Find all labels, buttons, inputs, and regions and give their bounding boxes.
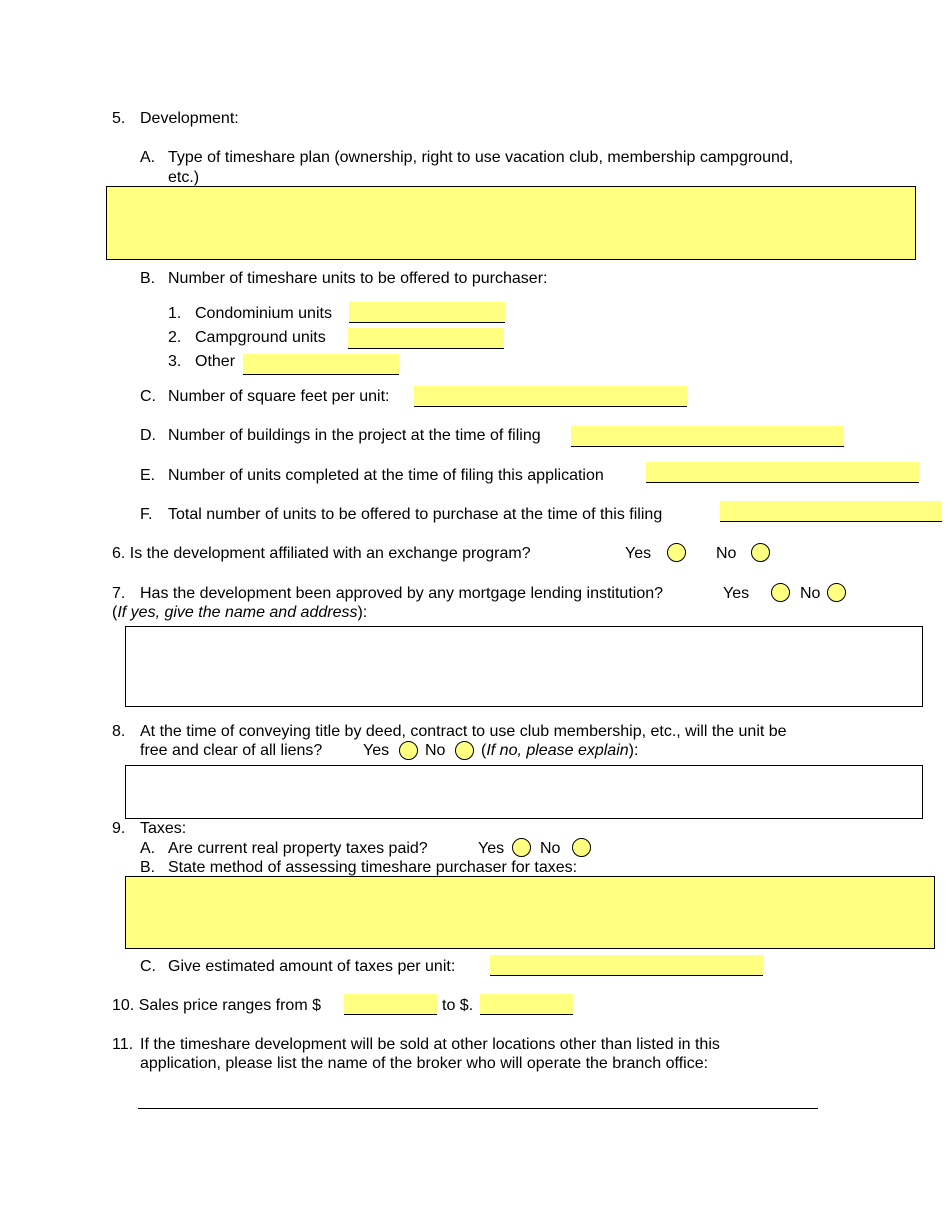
q9-label: Taxes: xyxy=(140,820,187,837)
q7-yes-label: Yes xyxy=(723,585,750,602)
q7-no-label: No xyxy=(800,585,821,602)
q5b-letter: B. xyxy=(140,270,156,287)
estimated-taxes-input[interactable] xyxy=(490,955,763,976)
q9a-label: Are current real property taxes paid? xyxy=(168,840,428,857)
q10-label: 10. Sales price ranges from $ xyxy=(112,997,321,1014)
q6-label: 6. Is the development affiliated with an exchange program? xyxy=(112,545,531,562)
q5-number: 5. xyxy=(112,110,126,127)
q7-number: 7. xyxy=(112,585,126,602)
q7-label: Has the development been approved by any mortgage lending institution? xyxy=(140,585,664,602)
q5a-letter: A. xyxy=(140,149,156,166)
q8-yes-label: Yes xyxy=(363,742,390,759)
q6-no-label: No xyxy=(716,545,737,562)
liens-explanation-input[interactable] xyxy=(125,765,923,819)
q9b-label: State method of assessing timeshare purchaser for taxes: xyxy=(168,859,578,876)
q5f-letter: F. xyxy=(140,506,153,523)
q9a-yes-radio[interactable] xyxy=(512,838,531,857)
q7-no-radio[interactable] xyxy=(827,583,846,602)
q9a-no-radio[interactable] xyxy=(572,838,591,857)
square-feet-input[interactable] xyxy=(414,386,687,407)
broker-name-line[interactable] xyxy=(138,1108,818,1109)
q5a-label-line1: Type of timeshare plan (ownership, right to use vacation club, membership campground, xyxy=(168,149,794,166)
q7-yes-radio[interactable] xyxy=(771,583,790,602)
q8-yes-radio[interactable] xyxy=(399,741,418,760)
q5e-label: Number of units completed at the time of filing this application xyxy=(168,467,604,484)
q8-number: 8. xyxy=(112,723,126,740)
q5b3-number: 3. xyxy=(168,353,182,370)
q9c-label: Give estimated amount of taxes per unit: xyxy=(168,958,456,975)
price-from-input[interactable] xyxy=(344,994,437,1015)
q9a-yes-label: Yes xyxy=(478,840,505,857)
q5e-letter: E. xyxy=(140,467,156,484)
price-to-input[interactable] xyxy=(480,994,573,1015)
buildings-count-input[interactable] xyxy=(571,426,844,447)
other-units-input[interactable] xyxy=(243,354,399,375)
q11-number: 11. xyxy=(112,1036,134,1053)
q9a-no-label: No xyxy=(540,840,561,857)
q9b-letter: B. xyxy=(140,859,156,876)
timeshare-plan-type-input[interactable] xyxy=(106,186,916,260)
q5a-label-line2: etc.) xyxy=(168,169,200,186)
q9c-letter: C. xyxy=(140,958,156,975)
q8-label-line1: At the time of conveying title by deed, contract to use club membership, etc., will the unit be xyxy=(140,723,787,740)
q5c-letter: C. xyxy=(140,388,156,405)
units-offered-input[interactable] xyxy=(720,501,942,522)
q5b-label: Number of timeshare units to be offered to purchaser: xyxy=(168,270,548,287)
q5b1-label: Condominium units xyxy=(195,305,332,322)
q5b2-number: 2. xyxy=(168,329,182,346)
q6-yes-label: Yes xyxy=(625,545,652,562)
q9-number: 9. xyxy=(112,820,126,837)
q7-note: (If yes, give the name and address): xyxy=(112,604,368,621)
campground-units-input[interactable] xyxy=(348,328,504,349)
q9a-letter: A. xyxy=(140,840,156,857)
q5f-label: Total number of units to be offered to purchase at the time of this filing xyxy=(168,506,663,523)
q10-to-label: to $. xyxy=(442,997,474,1014)
q6-yes-radio[interactable] xyxy=(667,543,686,562)
tax-assessment-method-input[interactable] xyxy=(125,876,935,949)
units-completed-input[interactable] xyxy=(646,462,919,483)
q5d-label: Number of buildings in the project at the time of filing xyxy=(168,427,541,444)
condominium-units-input[interactable] xyxy=(349,302,505,323)
q11-label-line2: application, please list the name of the broker who will operate the branch office: xyxy=(140,1055,709,1072)
lender-name-address-input[interactable] xyxy=(125,626,923,707)
q8-label-line2: free and clear of all liens? xyxy=(140,742,323,759)
q5b2-label: Campground units xyxy=(195,329,326,346)
q8-no-radio[interactable] xyxy=(455,741,474,760)
q5b3-label: Other xyxy=(195,353,236,370)
q8-note: (If no, please explain): xyxy=(481,742,639,759)
q6-no-radio[interactable] xyxy=(751,543,770,562)
q5b1-number: 1. xyxy=(168,305,182,322)
q8-no-label: No xyxy=(425,742,446,759)
q11-label-line1: If the timeshare development will be sold at other locations other than listed in this xyxy=(140,1036,720,1053)
q5c-label: Number of square feet per unit: xyxy=(168,388,390,405)
q5-label: Development: xyxy=(140,110,239,127)
q5d-letter: D. xyxy=(140,427,156,444)
